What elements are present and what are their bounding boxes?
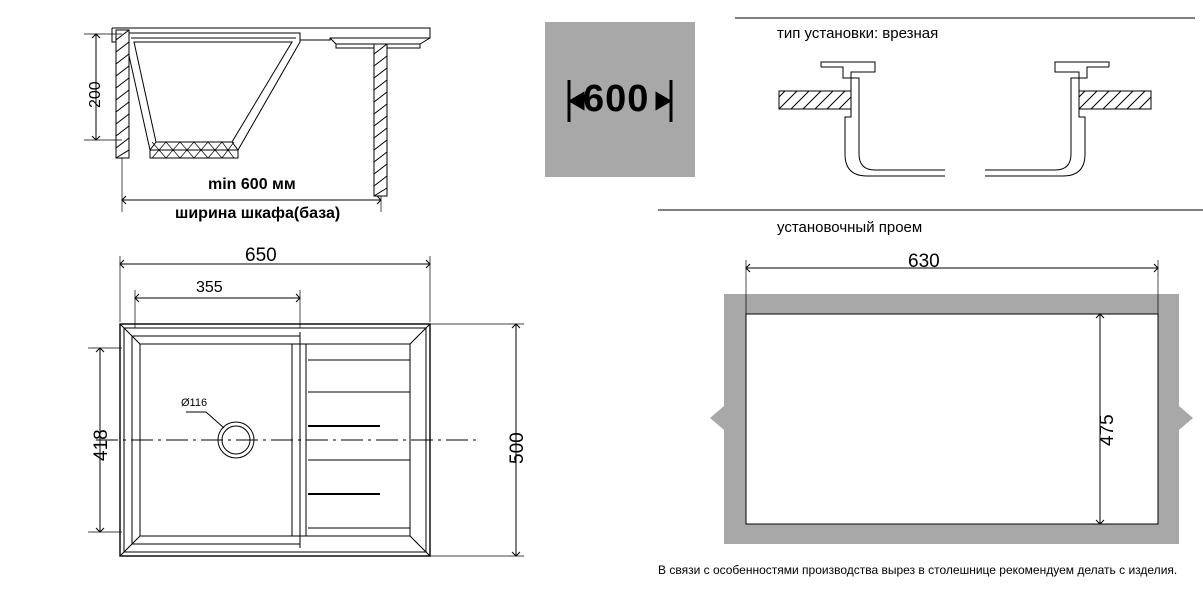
mount-type-caption: тип установки: врезная <box>777 25 939 42</box>
countertop-left <box>779 91 851 109</box>
cutout-width-value: 630 <box>908 251 940 272</box>
top-view-group <box>0 236 540 586</box>
section-view-svg <box>0 0 540 230</box>
cutout-note: В связи с особенностями производства вырез в столешнице рекомендуем делать с изделия. <box>658 563 1178 577</box>
overall-width-value: 650 <box>245 245 277 266</box>
bowl-width-value: 355 <box>196 279 223 296</box>
drain-diameter-value: Ø116 <box>181 397 208 409</box>
mount-type-group <box>735 14 1195 214</box>
badge-value: 600 <box>583 78 650 120</box>
cabinet-width-caption: ширина шкафа(база) <box>175 205 341 222</box>
top-view-svg <box>0 236 540 586</box>
badge-arrows <box>545 22 695 177</box>
cabinet-wall-left <box>116 30 129 158</box>
mount-type-svg <box>735 14 1195 214</box>
right-height-value: 500 <box>507 432 528 464</box>
cabinet-width-value: min 600 мм <box>208 176 296 193</box>
cutout-group <box>658 206 1203 596</box>
overall-height-value: 418 <box>91 429 112 461</box>
cutout-caption: установочный проем <box>777 219 923 236</box>
section-view-group <box>0 0 540 230</box>
countertop-right <box>1079 91 1151 109</box>
cabinet-wall-right <box>374 44 387 196</box>
depth-value: 200 <box>87 81 104 108</box>
cabinet-size-badge <box>545 22 695 177</box>
cutout-height-value: 475 <box>1097 414 1118 446</box>
